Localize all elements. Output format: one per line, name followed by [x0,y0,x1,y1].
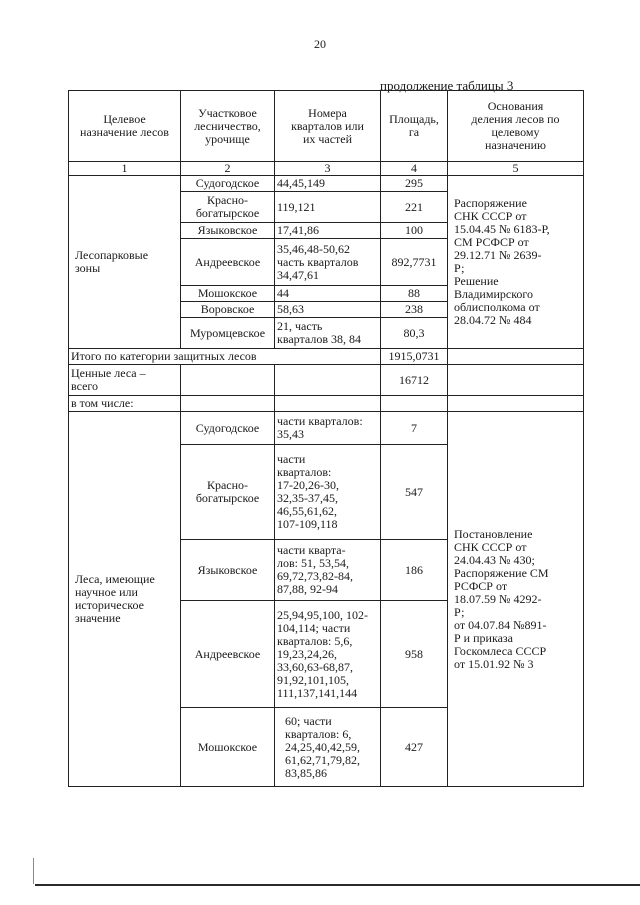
table-header-row [69,91,584,162]
total-row [69,349,584,365]
quarter-numbers: 17,41,86 [275,223,381,239]
header-quarters: Номера кварталов или их частей [275,91,381,162]
col-number-2: 2 [181,162,275,176]
col-number-3: 3 [275,162,381,176]
valuable-label: Ценные леса – всего [69,365,181,396]
area-value: 186 [381,540,448,601]
quarter-numbers: 44,45,149 [275,176,381,192]
quarter-numbers: 44 [275,286,381,302]
forestry-name: Красно- богатырское [181,445,275,540]
forest-purpose-table [68,90,584,787]
col-number-4: 4 [381,162,448,176]
section2-purpose: Леса, имеющие научное или историческое значение [69,412,181,787]
quarter-numbers: 21, часть кварталов 38, 84 [275,318,381,349]
including-row [69,396,584,412]
area-value: 547 [381,445,448,540]
area-value: 88 [381,286,448,302]
empty-cell [181,396,275,412]
quarter-numbers: 60; части кварталов: 6, 24,25,40,42,59, 61,62,71,79,82, 83,85,86 [275,708,381,787]
forestry-name: Красно- богатырское [181,192,275,223]
table-row [69,176,584,192]
section2-basis: Постановление СНК СССР от 24.04.43 № 430; Распоряжение СМ РСФСР от 18.07.59 № 4292- Р; от 04.07.84 №891- Р и приказа Госкомлеса СССР от 15.01.92 № 3 [448,412,584,787]
empty-cell [448,365,584,396]
header-area: Площадь, га [381,91,448,162]
col-number-5: 5 [448,162,584,176]
header-purpose: Целевое назначение лесов [69,91,181,162]
quarter-numbers: 35,46,48-50,62 часть кварталов 34,47,61 [275,239,381,286]
area-value: 7 [381,412,448,445]
forestry-name: Воровское [181,302,275,318]
section1-purpose: Лесопарковые зоны [69,176,181,349]
quarter-numbers: 25,94,95,100, 102- 104,114; части кварталов: 5,6, 19,23,24,26, 33,60,63-68,87, 91,92,101,105, 111,137,141,144 [275,601,381,708]
area-value: 958 [381,601,448,708]
quarter-numbers: 58,63 [275,302,381,318]
forestry-name: Андреевское [181,601,275,708]
table-continuation-label: продолжение таблицы 3 [380,78,514,93]
area-value: 892,7731 [381,239,448,286]
col-number-1: 1 [69,162,181,176]
section1-basis: Распоряжение СНК СССР от 15.04.45 № 6183-Р, СМ РСФСР от 29.12.71 № 2639- Р; Решение Владимирского облисполкома от 28.04.72 № 484 [448,176,584,349]
header-basis: Основания деления лесов по целевому назначению [448,91,584,162]
header-forestry: Участковое лесничество, урочище [181,91,275,162]
page-number: 20 [314,37,326,51]
area-value: 238 [381,302,448,318]
empty-cell [275,396,381,412]
area-value: 221 [381,192,448,223]
area-value: 295 [381,176,448,192]
empty-cell [275,365,381,396]
forestry-name: Судогодское [181,412,275,445]
empty-cell [448,396,584,412]
area-value: 80,3 [381,318,448,349]
total-area: 1915,0731 [381,349,448,365]
quarter-numbers: 119,121 [275,192,381,223]
including-label: в том числе: [69,396,181,412]
empty-cell [448,349,584,365]
forestry-name: Мошокское [181,286,275,302]
table-row [69,412,584,445]
empty-cell [181,365,275,396]
page-bottom-rule [35,884,640,886]
area-value: 427 [381,708,448,787]
forestry-name: Мошокское [181,708,275,787]
quarter-numbers: части кварталов: 17-20,26-30, 32,35-37,45, 46,55,61,62, 107-109,118 [275,445,381,540]
forestry-name: Андреевское [181,239,275,286]
scan-edge-mark [33,858,34,884]
valuable-area: 16712 [381,365,448,396]
column-number-row [69,162,584,176]
forestry-name: Судогодское [181,176,275,192]
forestry-name: Муромцевское [181,318,275,349]
quarter-numbers: части кварта- лов: 51, 53,54, 69,72,73,82-84, 87,88, 92-94 [275,540,381,601]
valuable-forests-row [69,365,584,396]
forestry-name: Языковское [181,223,275,239]
area-value: 100 [381,223,448,239]
empty-cell [381,396,448,412]
forestry-name: Языковское [181,540,275,601]
quarter-numbers: части кварталов: 35,43 [275,412,381,445]
total-label: Итого по категории защитных лесов [69,349,381,365]
